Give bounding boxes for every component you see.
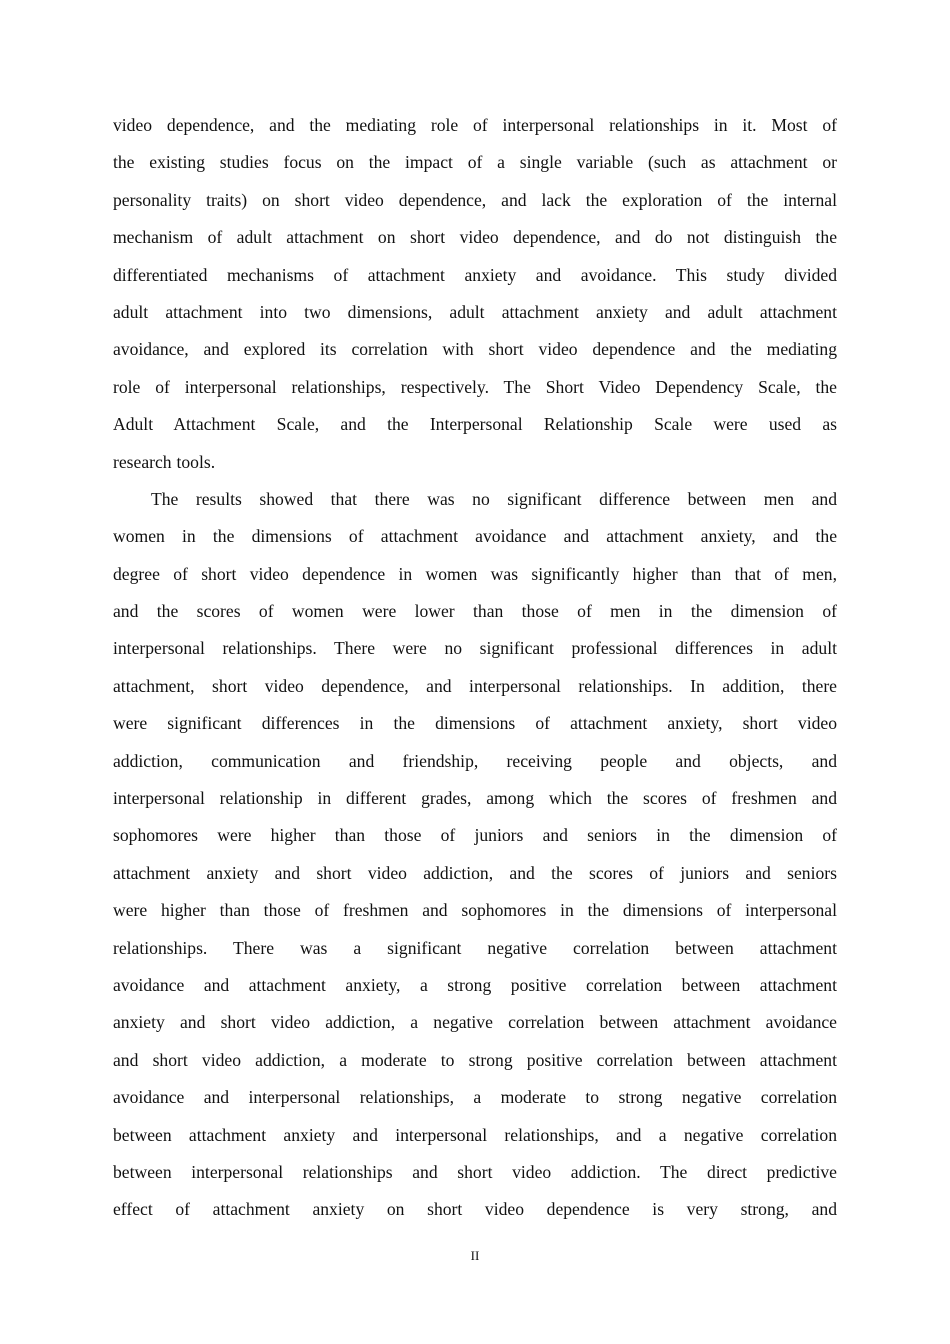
text-line: addiction, communication and friendship, receiving people and objects, and (113, 750, 837, 771)
text-line: anxiety and short video addiction, a negative correlation between attachment avoidance (113, 1012, 837, 1033)
text-line: women in the dimensions of attachment avoidance and attachment anxiety, and the (113, 526, 837, 547)
text-line: degree of short video dependence in women was significantly higher than that of men, (113, 563, 837, 584)
text-line: attachment, short video dependence, and interpersonal relationships. In addition, there (113, 675, 837, 696)
text-line: were higher than those of freshmen and sophomores in the dimensions of interpersonal (113, 900, 837, 921)
text-line: interpersonal relationships. There were no significant professional differences in adult (113, 638, 837, 659)
text-line: research tools. (113, 451, 216, 472)
paragraph-2 (113, 481, 837, 1229)
text-line: adult attachment into two dimensions, adult attachment anxiety and adult attachment (113, 301, 837, 322)
page-footer (0, 1248, 950, 1264)
text-line: between interpersonal relationships and short video addiction. The direct predictive (113, 1161, 837, 1182)
text-line: relationships. There was a significant negative correlation between attachment (113, 937, 837, 958)
text-line: interpersonal relationship in different grades, among which the scores of freshmen and (113, 788, 837, 809)
text-line: were significant differences in the dimensions of attachment anxiety, short video (113, 713, 837, 734)
text-line: attachment anxiety and short video addiction, and the scores of juniors and seniors (113, 862, 837, 883)
text-line: avoidance and attachment anxiety, a strong positive correlation between attachment (113, 974, 837, 995)
text-line: and the scores of women were lower than those of men in the dimension of (113, 601, 837, 622)
text-line: personality traits) on short video dependence, and lack the exploration of the internal (113, 189, 837, 210)
text-line: mechanism of adult attachment on short video dependence, and do not distinguish the (113, 227, 837, 248)
text-line: Adult Attachment Scale, and the Interpersonal Relationship Scale were used as (113, 414, 837, 435)
paragraph-1 (113, 107, 837, 481)
page-number: II (470, 1248, 480, 1263)
text-line: differentiated mechanisms of attachment anxiety and avoidance. This study divided (113, 264, 837, 285)
text-line: avoidance, and explored its correlation with short video dependence and the mediating (113, 339, 837, 360)
text-line: the existing studies focus on the impact of a single variable (such as attachment or (113, 152, 837, 173)
text-line: avoidance and interpersonal relationships, a moderate to strong negative correlation (113, 1087, 837, 1108)
text-line: sophomores were higher than those of juniors and seniors in the dimension of (113, 825, 837, 846)
text-line: effect of attachment anxiety on short video dependence is very strong, and (113, 1199, 837, 1220)
body-text (113, 107, 837, 1229)
text-line: role of interpersonal relationships, respectively. The Short Video Dependency Scale, the (113, 376, 837, 397)
text-line: and short video addiction, a moderate to strong positive correlation between attachment (113, 1049, 837, 1070)
text-line: between attachment anxiety and interpersonal relationships, and a negative correlation (113, 1124, 837, 1145)
text-line: video dependence, and the mediating role of interpersonal relationships in it. Most of (113, 115, 837, 135)
text-line: The results showed that there was no significant difference between men and (151, 488, 837, 509)
